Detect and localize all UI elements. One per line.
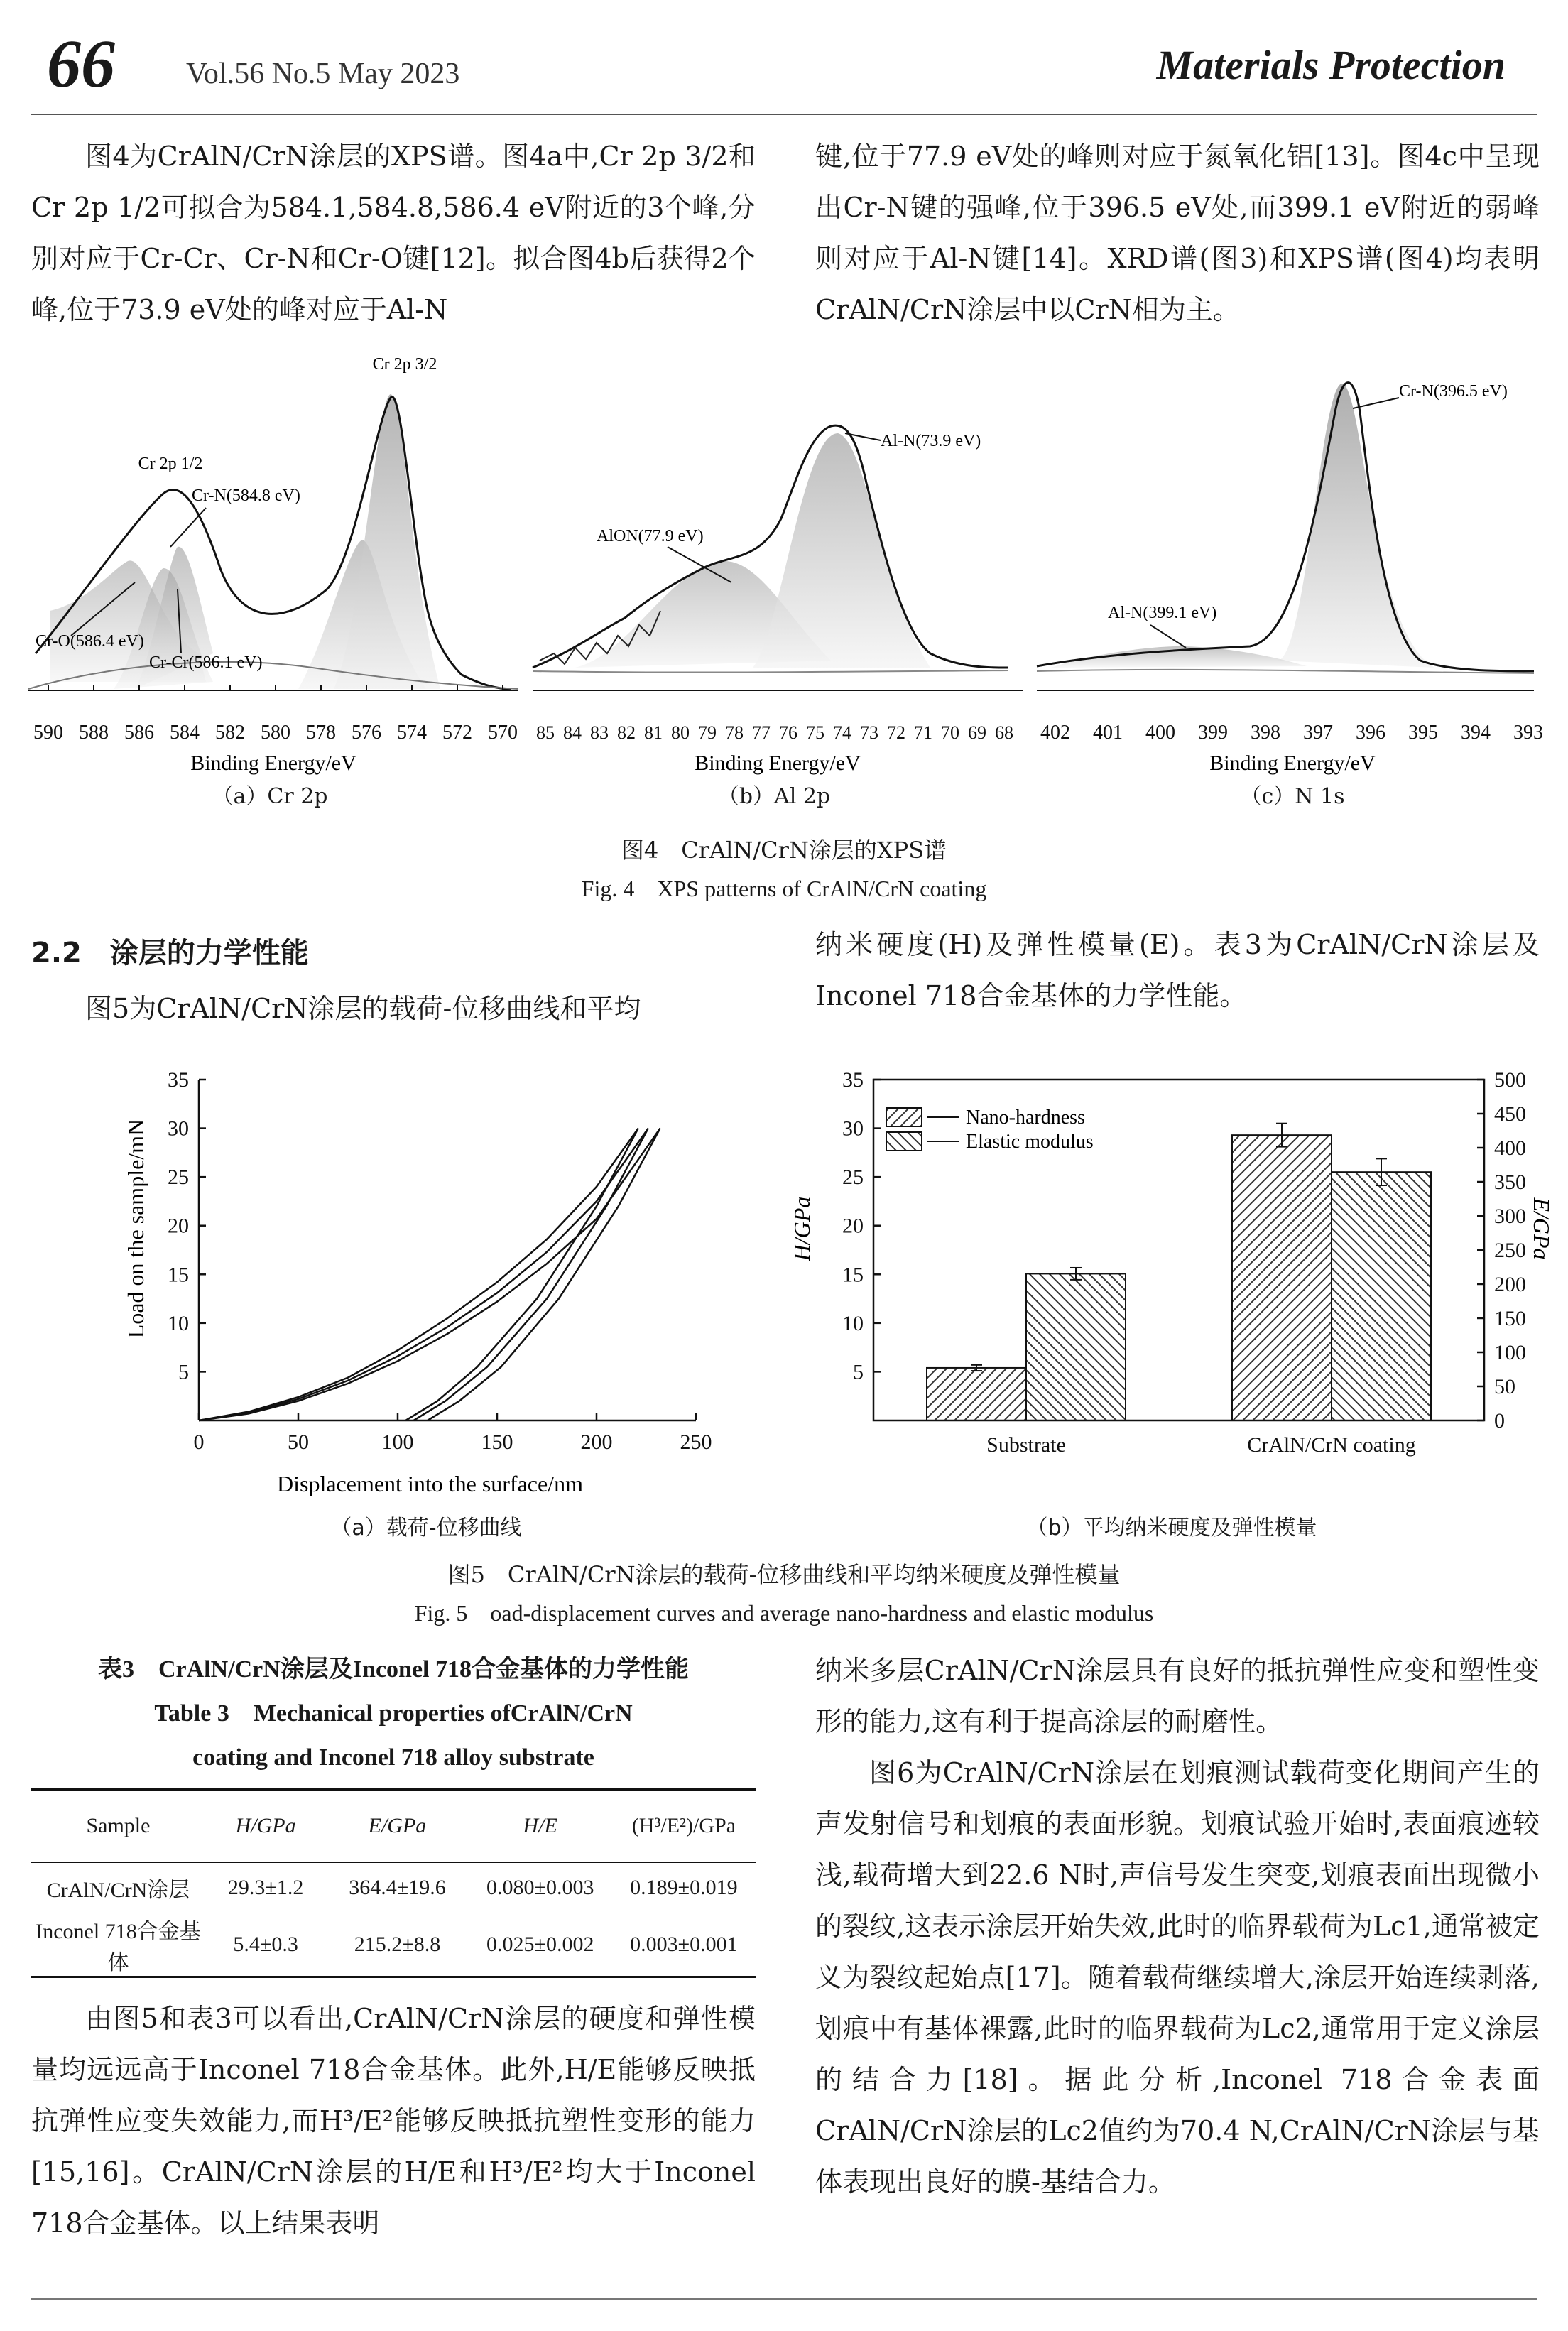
fig4a-anno-cro: Cr-O(586.4 eV): [36, 632, 144, 651]
fig5b-y2tick-label: 200: [1494, 1273, 1526, 1296]
fig4a-tick-7: 576: [352, 722, 381, 744]
fig5a-sublabel: （a）载荷-位移曲线: [330, 1516, 522, 1541]
fig5b-y2tick-label: 150: [1494, 1307, 1526, 1330]
fig4a-anno-crcr: Cr-Cr(586.1 eV): [149, 653, 263, 672]
fig4c-tick-7: 395: [1408, 722, 1438, 744]
fig4-caption-cn: 图4 CrAlN/CrN涂层的XPS谱: [621, 837, 947, 864]
fig4b-tick-13: 72: [887, 722, 905, 743]
fig5b-category-label: CrAlN/CrN coating: [1247, 1433, 1416, 1457]
fig5a-ytick-label: 5: [178, 1360, 189, 1384]
table3-cell: 215.2±8.8: [354, 1932, 441, 1956]
fig4c-tick-5: 397: [1303, 722, 1333, 744]
fig5b-ylabel: H/GPa: [789, 1196, 815, 1261]
fig5-caption-cn: 图5 CrAlN/CrN涂层的载荷-位移曲线和平均纳米硬度及弹性模量: [447, 1561, 1121, 1588]
fig4a-anno-cr2p32: Cr 2p 3/2: [372, 355, 437, 374]
fig5a-loading-curve-2: [199, 1129, 648, 1420]
intro-right-paragraph: 键,位于77.9 eV处的峰则对应于氮氧化铝[13]。图4c中呈现出Cr-N键的强峰,位于396.5 eV处,而399.1 eV附近的弱峰则对应于Al-N键[14]。XRD谱(图3)和XPS谱(图4)均表明CrAlN/CrN涂层中以CrN相为主。: [815, 141, 1540, 325]
table3: [31, 1788, 756, 1978]
fig4b-tick-4: 81: [644, 722, 663, 743]
fig5b-bar-modulus: [1332, 1172, 1431, 1420]
fig5a-ytick-label: 15: [168, 1263, 189, 1287]
fig5a-xtick-label: 200: [580, 1430, 613, 1454]
section-left-paragraph: 图5为CrAlN/CrN涂层的载荷-位移曲线和平均: [85, 993, 641, 1024]
table3-title-en-1: Table 3 Mechanical properties ofCrAlN/CrN: [154, 1700, 633, 1727]
fig5b-ytick-label: 35: [842, 1068, 864, 1092]
fig5a-ytick-label: 20: [168, 1214, 189, 1238]
fig5a-ytick-label: 10: [168, 1311, 189, 1335]
table3-header-h: H/GPa: [235, 1813, 296, 1837]
page-number: 66: [47, 26, 115, 102]
table3-header-h3e2: (H³/E²)/GPa: [631, 1813, 736, 1837]
intro-left-paragraph: 图4为CrAlN/CrN涂层的XPS谱。图4a中,Cr 2p 3/2和Cr 2p 1/2可拟合为584.1,584.8,586.4 eV附近的3个峰,分别对应于Cr-Cr、Cr-N和Cr-O键[12]。拟合图4b后获得2个峰,位于73.9 eV处的峰对应于Al-N: [31, 141, 756, 325]
fig4c-tick-2: 400: [1145, 722, 1175, 744]
fig5b-category-label: Substrate: [986, 1433, 1066, 1457]
fig4c-anno-aln: Al-N(399.1 eV): [1108, 604, 1217, 622]
journal-title: Materials Protection: [1156, 42, 1506, 88]
fig5a-ylabel: Load on the sample/mN: [123, 1119, 148, 1339]
header-rule: [31, 114, 1537, 115]
fig4c-xlabel: Binding Energy/eV: [1209, 751, 1376, 775]
fig4a-tick-1: 588: [79, 722, 109, 744]
fig5a-unloading-curve-1: [405, 1129, 638, 1420]
fig5a-ytick-label: 30: [168, 1116, 189, 1141]
fig5b-ytick-label: 25: [842, 1166, 864, 1190]
fig5b-y2tick-label: 400: [1494, 1136, 1526, 1160]
fig4a-tick-9: 572: [442, 722, 472, 744]
fig4a-sublabel: （a）Cr 2p: [212, 784, 328, 809]
fig5a-loading-curve-3: [199, 1129, 660, 1420]
table3-header-he: H/E: [523, 1813, 557, 1837]
fig4b-sublabel: （b）Al 2p: [717, 784, 831, 809]
fig4a-xlabel: Binding Energy/eV: [190, 751, 356, 775]
fig5b-y2tick-label: 350: [1494, 1170, 1526, 1194]
fig5b-y2tick-label: 450: [1494, 1102, 1526, 1126]
fig4a-tick-8: 574: [397, 722, 427, 744]
fig4b-tick-10: 75: [806, 722, 824, 743]
volume-info: Vol.56 No.5 May 2023: [186, 58, 460, 90]
fig4b-anno-aln: Al-N(73.9 eV): [881, 432, 981, 450]
fig4c-tick-8: 394: [1461, 722, 1491, 744]
fig4c-tick-4: 398: [1251, 722, 1280, 744]
fig4c-sublabel: （c）N 1s: [1240, 784, 1345, 809]
fig5b-y2tick-label: 300: [1494, 1205, 1526, 1228]
fig5-caption-en: Fig. 5 oad-displacement curves and average nano-hardness and elastic modulus: [414, 1600, 1154, 1626]
fig5b-legend: [886, 1107, 1094, 1153]
fig4a-tick-5: 580: [261, 722, 290, 744]
fig4c-anno-crn: Cr-N(396.5 eV): [1399, 382, 1508, 401]
fig4a-tick-10: 570: [488, 722, 518, 744]
legend-nano-hardness: Nano-hardness: [966, 1107, 1085, 1129]
fig4a-anno-cr2p12: Cr 2p 1/2: [138, 455, 203, 473]
fig4b-tick-9: 76: [779, 722, 797, 743]
fig4b-tick-5: 80: [671, 722, 690, 743]
fig5a-ytick-label: 35: [168, 1068, 189, 1092]
bottom-right-paragraph-1: 纳米多层CrAlN/CrN涂层具有良好的抵抗弹性应变和塑性变形的能力,这有利于提高涂层的耐磨性。: [815, 1655, 1540, 1737]
footer-rule: [31, 2298, 1537, 2300]
fig5b-ytick-label: 20: [842, 1214, 864, 1238]
fig4b-tick-17: 68: [995, 722, 1013, 743]
fig4b-tick-3: 82: [617, 722, 636, 743]
bottom-left-paragraph: 由图5和表3可以看出,CrAlN/CrN涂层的硬度和弹性模量均远远高于Inconel 718合金基体。此外,H/E能够反映抵抗弹性应变失效能力,而H³/E²能够反映抵抗塑性变形的能力[15,16]。CrAlN/CrN涂层的H/E和H³/E²均大于Inconel 718合金基体。以上结果表明: [31, 2003, 756, 2239]
fig4b-tick-16: 69: [968, 722, 986, 743]
fig4c-tick-6: 396: [1356, 722, 1385, 744]
fig5a-xtick-label: 250: [680, 1430, 712, 1454]
fig4b-tick-15: 70: [941, 722, 959, 743]
fig5a-load-displacement-chart: [99, 1051, 739, 1506]
fig4a-anno-crn: Cr-N(584.8 eV): [192, 487, 300, 505]
fig4b-tick-6: 79: [698, 722, 717, 743]
fig4c-tick-1: 401: [1093, 722, 1123, 744]
fig5a-xlabel: Displacement into the surface/nm: [277, 1471, 583, 1496]
fig4a-tick-0: 590: [33, 722, 63, 744]
fig4a-tick-6: 578: [306, 722, 336, 744]
fig5b-y2tick-label: 50: [1494, 1375, 1515, 1398]
fig4c-tick-9: 393: [1513, 722, 1543, 744]
table3-header-sample: Sample: [86, 1813, 151, 1837]
fig5b-y2tick-label: 100: [1494, 1341, 1526, 1364]
table3-title-en-2: coating and Inconel 718 alloy substrate: [192, 1744, 594, 1771]
fig4c-tick-0: 402: [1040, 722, 1070, 744]
fig4b-tick-8: 77: [752, 722, 771, 743]
fig5b-y2label: E/GPa: [1529, 1197, 1555, 1260]
legend-elastic-modulus: Elastic modulus: [966, 1131, 1094, 1153]
fig5b-hardness-modulus-chart: [767, 1051, 1555, 1513]
table3-cell: 0.189±0.019: [630, 1876, 738, 1899]
fig4b-tick-0: 85: [536, 722, 555, 743]
fig5a-unloading-curve-2: [413, 1129, 648, 1420]
fig5b-y2tick-label: 0: [1494, 1409, 1505, 1433]
table-row: [31, 1862, 756, 1913]
table3-title-cn: 表3 CrAlN/CrN涂层及Inconel 718合金基体的力学性能: [97, 1656, 690, 1683]
fig4b-tick-1: 84: [563, 722, 582, 743]
fig4b-tick-11: 74: [833, 722, 851, 743]
table3-cell: 0.080±0.003: [486, 1876, 594, 1899]
table3-cell: 29.3±1.2: [227, 1876, 304, 1899]
fig5b-ytick-label: 30: [842, 1116, 864, 1141]
fig5b-sublabel: （b）平均纳米硬度及弹性模量: [1026, 1516, 1317, 1541]
bottom-right-paragraph-2: 图6为CrAlN/CrN涂层在划痕测试载荷变化期间产生的声发射信号和划痕的表面形貌。划痕试验开始时,表面痕迹较浅,载荷增大到22.6 N时,声信号发生突变,划痕表面出现微小的裂纹,这表示涂层开始失效,此时的临界载荷为Lc1,通常被定义为裂纹起始点[17]。随着载荷继续增大,涂层开始连续剥落,划痕中有基体裸露,此时的临界载荷为Lc2,通常用于定义涂层的结合力[18]。据此分析,Inconel 718合金表面CrAlN/CrN涂层的Lc2值约为70.4 N,CrAlN/CrN涂层与基体表现出良好的膜-基结合力。: [815, 1757, 1540, 2197]
fig5b-y2tick-label: 500: [1494, 1068, 1526, 1092]
table-row: [31, 1913, 756, 1977]
fig5a-loading-curve-1: [199, 1129, 638, 1420]
fig4b-tick-2: 83: [590, 722, 609, 743]
section-heading: 2.2 涂层的力学性能: [31, 937, 309, 969]
fig5b-y2tick-label: 250: [1494, 1239, 1526, 1262]
section-right-paragraph: 纳米硬度(H)及弹性模量(E)。表3为CrAlN/CrN涂层及Inconel 718合金基体的力学性能。: [815, 929, 1540, 1011]
fig4a-tick-2: 586: [124, 722, 154, 744]
fig5b-ytick-label: 15: [842, 1263, 864, 1287]
table3-header-e: E/GPa: [368, 1813, 427, 1837]
fig5a-xtick-label: 150: [481, 1430, 513, 1454]
fig4a-cr2p-plot: [28, 355, 518, 803]
fig5a-ytick-label: 25: [168, 1166, 189, 1190]
fig5a-xtick-label: 100: [381, 1430, 414, 1454]
fig4-caption-en: Fig. 4 XPS patterns of CrAlN/CrN coating: [581, 876, 987, 901]
fig5b-bar-hardness: [927, 1368, 1026, 1420]
table3-cell: Inconel 718合金基体: [36, 1919, 201, 1974]
fig4b-tick-7: 78: [725, 722, 744, 743]
table3-cell: 364.4±19.6: [349, 1876, 446, 1899]
fig4c-n1s-plot: [1037, 355, 1548, 803]
fig5a-xtick-label: 0: [193, 1430, 205, 1454]
fig4a-tick-4: 582: [215, 722, 245, 744]
fig5a-xtick-label: 50: [288, 1430, 309, 1454]
table3-cell: 0.003±0.001: [630, 1932, 738, 1956]
table3-cell: 0.025±0.002: [486, 1932, 594, 1956]
fig5b-ytick-label: 5: [853, 1360, 864, 1384]
fig5b-ytick-label: 10: [842, 1311, 864, 1335]
fig5b-bar-hardness: [1232, 1135, 1332, 1420]
fig4a-tick-3: 584: [170, 722, 200, 744]
fig4b-al2p-plot: [533, 355, 1023, 803]
fig4b-tick-12: 73: [860, 722, 878, 743]
fig4c-tick-3: 399: [1198, 722, 1228, 744]
table3-cell: CrAlN/CrN涂层: [46, 1879, 190, 1902]
fig4b-tick-14: 71: [914, 722, 932, 743]
fig4b-anno-alon: AlON(77.9 eV): [597, 527, 704, 545]
fig4b-xlabel: Binding Energy/eV: [695, 751, 861, 775]
table3-cell: 5.4±0.3: [233, 1932, 298, 1956]
fig5b-bar-modulus: [1026, 1273, 1126, 1420]
